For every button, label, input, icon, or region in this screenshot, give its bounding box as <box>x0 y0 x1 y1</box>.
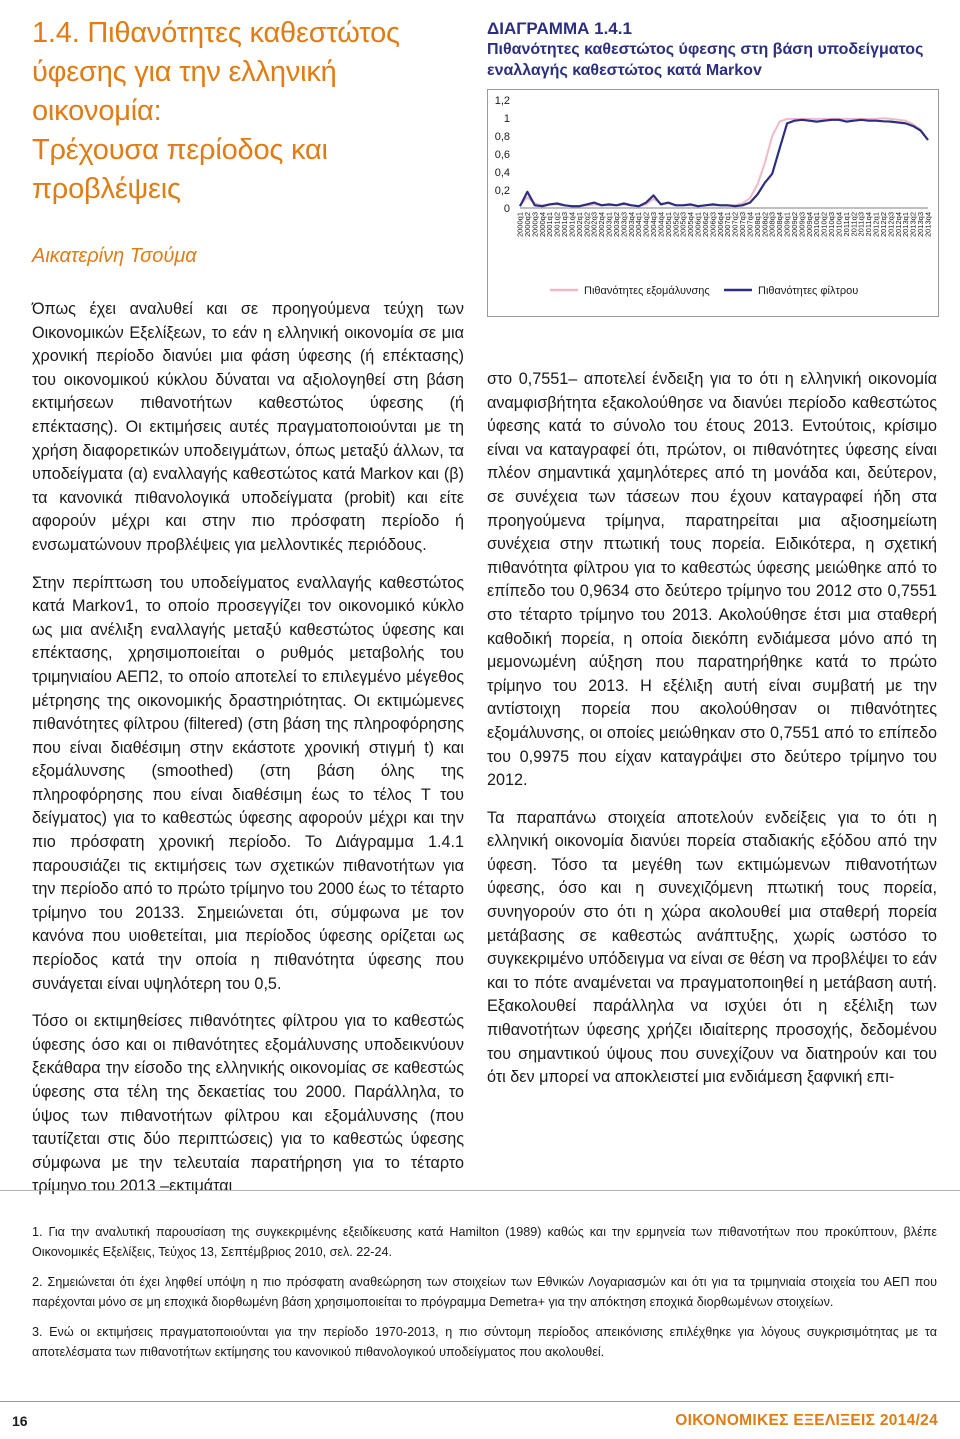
journal-name: ΟΙΚΟΝΟΜΙΚΕΣ ΕΞΕΛΙΞΕΙΣ 2014/24 <box>675 1412 938 1429</box>
footer-divider <box>0 1401 960 1402</box>
y-tick-label: 0 <box>503 203 510 215</box>
y-tick-label: 1 <box>503 113 510 125</box>
y-tick-label: 0,8 <box>494 131 510 143</box>
x-tick-label: 2009q1 <box>782 212 792 238</box>
x-tick-label: 2000q3 <box>530 212 540 238</box>
x-tick-label: 2013q2 <box>908 212 918 238</box>
body-paragraph: Στην περίπτωση του υποδείγματος εναλλαγής καθεστώτος κατά Markov1, το οποίο προσεγγίζει τον οικονομικό κύκλο ως μια ανέλιξη εναλλαγής μεταξύ καθεστώτος ύφεσης και επέκτασης, χρησιμοποιείται ο ρυθμός μεταβολής του τριμηνιαίου ΑΕΠ2, το οποίο αποτελεί το επιλεγμένο μέγεθος μέτρησης της οικονομικής δραστηριότητας. Οι εκτιμώμενες πιθανότητες φίλτρου (filtered) (στη βάση της πληροφόρησης που είναι διαθέσιμη στην εκάστοτε χρονική στιγμή t) και εξομάλυνσης (smoothed) (στη βάση όλης της πληροφόρησης που είναι διαθέσιμη έως το τέλος T του δείγματος) για το καθεστώς ύφεσης αφορούν μέχρι και την πιο πρόσφατη χρονική περίοδο. Το Διάγραμμα 1.4.1 παρουσιάζει τις εκτιμήσεις των σχετικών πιθανοτήτων για την περίοδο από το πρώτο τρίμηνο του 2000 έως το τέταρτο τρίμηνο του 20133. Σημειώνεται ότι, σύμφωνα με τον κανόνα που υιοθετείται, μια περίοδος ύφεσης ορίζεται ως περίοδος κατά την οποία η πιθανότητα ύφεσης που συνάγεται είναι υψηλότερη του 0,5. <box>32 573 464 993</box>
x-tick-label: 2003q2 <box>611 212 621 238</box>
series-line <box>520 118 928 206</box>
x-tick-label: 2005q4 <box>686 212 696 238</box>
legend-label: Πιθανότητες εξομάλυνσης <box>584 285 710 297</box>
x-tick-label: 2005q2 <box>671 212 681 238</box>
x-tick-label: 2006q4 <box>715 212 725 238</box>
x-tick-label: 2002q2 <box>582 212 592 238</box>
x-tick-label: 2001q4 <box>567 212 577 238</box>
author-name: Αικατερίνη Τσούμα <box>32 245 197 267</box>
body-paragraph: Τα παραπάνω στοιχεία αποτελούν ενδείξεις για το ότι η ελληνική οικονομία διανύει πορεία σταδιακής εξόδου από την ύφεση. Τόσο τα μεγέθη των εκτιμώμενων πιθανοτήτων ύφεσης, όσο και η συνεχιζόμενη πτωτική τους πορεία, συνηγορούν στο ότι η χώρα ακολουθεί μια σταθερή πορεία μετάβασης σε καθεστώς ανάπτυξης, χωρίς ωστόσο το συγκεκριμένο υπόδειγμα να είναι σε θέση να προβλέψει το εάν και το πότε αναμένεται να πραγματοποιηθεί η μετάβαση αυτή. Εξακολουθεί παράλληλα να ισχύει ότι η εξέλιξη των πιθανοτήτων ύφεσης χρήζει ιδιαίτερης προσοχής, δεδομένου του σημαντικού ύψους που συνεχίζουν να διατηρούν και του ότι δεν μπορεί να αποκλειστεί μια ενδιάμεση ξαφνική επι- <box>487 808 937 1087</box>
page-number: 16 <box>12 1413 28 1429</box>
x-tick-label: 2005q3 <box>678 212 688 238</box>
x-tick-label: 2012q2 <box>878 212 888 238</box>
x-tick-label: 2001q2 <box>552 212 562 238</box>
x-tick-label: 2012q3 <box>886 212 896 238</box>
x-tick-label: 2010q2 <box>819 212 829 238</box>
x-tick-label: 2002q1 <box>574 212 584 238</box>
x-tick-label: 2011q3 <box>856 212 866 237</box>
body-paragraph: Όπως έχει αναλυθεί και σε προηγούμενα τεύχη των Οικονομικών Εξελίξεων, το εάν η ελληνική οικονομία σε μια χρονική περίοδο διανύει μια φάση ύφεσης (ή επέκτασης) του οικονομικού κύκλου δύναται να αξιολογηθεί στη βάση εκτιμήσεων πιθανοτήτων καθεστώτος ύφεσης (ή επέκτασης). Οι εκτιμήσεις αυτές πραγματοποιούνται με τη χρήση διαφορετικών υποδειγμάτων, όπως μεταξύ άλλων, τα υποδείγματα (α) εναλλαγής καθεστώτος κατά Markov και (β) τα κανονικά πιθανολογικά υποδείγματα (probit) και είτε αφορούν μέχρι και στην πιο πρόσφατη περίοδο ή ενσωματώνουν προβλέψεις για μελλοντικές περιόδους. <box>32 300 464 554</box>
x-tick-label: 2004q3 <box>649 212 659 238</box>
x-tick-label: 2000q1 <box>515 212 525 238</box>
x-tick-label: 2006q1 <box>693 212 703 238</box>
footnotes <box>32 1222 937 1372</box>
footnote: 2. Σημειώνεται ότι έχει ληφθεί υπόψη η πιο πρόσφατη αναθεώρηση των στοιχείων των Εθνικών Λογαριασμών και ότι για τα τριμηνιαία στοιχεία του ΑΕΠ που παρέχονται μόνο σε μη εποχικά διορθωμένη βάση χρησιμοποιείται το πρόγραμμα Demetra+ για την απόκτηση εποχικά διορθωμένων στοιχείων. <box>32 1275 937 1309</box>
chart-frame <box>487 89 939 317</box>
chart-title: Πιθανότητες καθεστώτος ύφεσης στη βάση υποδείγματος εναλλαγής καθεστώτος κατά Markov <box>487 41 924 79</box>
x-tick-label: 2009q4 <box>804 212 814 238</box>
left-column <box>32 14 464 1213</box>
x-tick-label: 2003q1 <box>604 212 614 238</box>
footnote: 3. Ενώ οι εκτιμήσεις πραγματοποιούνται για την περίοδο 1970-2013, η πιο σύντομη περίοδος απεικόνισης επιλέχθηκε για λόγους συγκρισιμότητας με τα αποτελέσματα των πιθανοτήτων εκτίμησης του κανονικού πιθανολογικού υποδείγματος που ακολουθεί. <box>32 1325 937 1359</box>
body-paragraph: Τόσο οι εκτιμηθείσες πιθανότητες φίλτρου για το καθεστώς ύφεσης όσο και οι πιθανότητες εξομάλυνσης υποδεικνύουν ξεκάθαρα την είσοδο της ελληνικής οικονομίας σε καθεστώς ύφεσης στα τέλη της δεκαετίας του 2000. Παράλληλα, το ύψος των πιθανοτήτων φίλτρου και εξομάλυνσης (που ταυτίζεται στις δύο περιπτώσεις) για το καθεστώς ύφεσης σύμφωνα με την τελευταία παρατήρηση για το τέταρτο τρίμηνο του 2013 –εκτιμάται <box>32 1012 464 1196</box>
x-tick-label: 2007q4 <box>745 212 755 238</box>
x-tick-label: 2003q3 <box>619 212 629 238</box>
title-line: Τρέχουσα περίοδος και προβλέψεις <box>32 134 328 205</box>
line-chart <box>488 90 938 316</box>
x-tick-label: 2011q1 <box>841 212 851 237</box>
y-tick-label: 1,2 <box>494 95 510 107</box>
footnote: 1. Για την αναλυτική παρουσίαση της συγκεκριμένης εξειδίκευσης κατά Hamilton (1989) καθώς και την ερμηνεία των πιθανοτήτων που προκύπτουν, βλέπε Οικονομικές Εξελίξεις, Τεύχος 13, Σεπτέμβριος 2010, σελ. 22-24. <box>32 1225 937 1259</box>
x-tick-label: 2003q4 <box>626 212 636 238</box>
article-title <box>32 14 464 209</box>
x-tick-label: 2013q1 <box>901 212 911 238</box>
x-tick-label: 2000q2 <box>522 212 532 238</box>
x-tick-label: 2007q1 <box>723 212 733 238</box>
legend-label: Πιθανότητες φίλτρου <box>758 285 859 297</box>
x-tick-label: 2008q1 <box>752 212 762 238</box>
y-tick-label: 0,4 <box>494 167 510 179</box>
x-tick-label: 2007q3 <box>738 212 748 238</box>
x-tick-label: 2002q4 <box>597 212 607 238</box>
footnote-divider <box>0 1190 960 1191</box>
x-tick-label: 2010q1 <box>812 212 822 238</box>
x-tick-label: 2010q3 <box>827 212 837 238</box>
x-tick-label: 2007q2 <box>730 212 740 238</box>
x-tick-label: 2011q2 <box>849 212 859 237</box>
x-tick-label: 2000q4 <box>537 212 547 238</box>
x-tick-label: 2009q3 <box>797 212 807 238</box>
x-tick-label: 2009q2 <box>789 212 799 238</box>
x-tick-label: 2004q2 <box>641 212 651 238</box>
x-tick-label: 2004q4 <box>656 212 666 238</box>
body-paragraph: στο 0,7551– αποτελεί ένδειξη για το ότι η ελληνική οικονομία αναμφισβήτητα εξακολούθησε να διανύει περίοδο καθεστώτος ύφεσης κατά το σύνολο του έτους 2013. Εντούτοις, κρίσιμο είναι να καταγραφεί ότι, πρώτον, οι πιθανότητες ύφεσης είναι πλέον σημαντικά χαμηλότερες από τη μονάδα και, δεύτερον, σε συνέχεια των τάσεων που έχουν καταγραφεί ήδη στα προηγούμενα τρίμηνα, παρατηρείται μια αξιοσημείωτη συνέχεια στην πτωτική τους πορεία. Ειδικότερα, η σχετική πιθανότητα φίλτρου για το καθεστώς ύφεσης μειώθηκε από το επίπεδο του 0,9634 στο δεύτερο τρίμηνο του 2012 στο 0,7551 στο τέταρτο τρίμηνο του 2013. Ακολούθησε έτσι μια σταθερή καθοδική πορεία, η οποία διεκόπη ενδιάμεσα μόνο από τη μεμονωμένη αύξηση που παρατηρήθηκε κατά το πρώτο τρίμηνο του 2013. Η εξέλιξη αυτή είναι συμβατή με την αντίστοιχη πορεία που ακολούθησαν οι πιθανότητες εξομάλυνσης, οι οποίες μειώθηκαν στο 0,7551 από το επίπεδο του 0,9975 που είχαν καταγράψει στο δεύτερο τρίμηνο του 2012. <box>487 370 937 790</box>
x-tick-label: 2006q2 <box>700 212 710 238</box>
x-tick-label: 2005q1 <box>663 212 673 238</box>
x-tick-label: 2013q4 <box>923 212 933 238</box>
series-line <box>520 120 928 206</box>
chart-heading: ΔΙΑΓΡΑΜΜΑ 1.4.1 <box>487 19 632 38</box>
x-tick-label: 2012q4 <box>893 212 903 238</box>
x-tick-label: 2011q4 <box>864 212 874 237</box>
x-tick-label: 2008q2 <box>760 212 770 238</box>
x-tick-label: 2008q4 <box>775 212 785 238</box>
x-tick-label: 2001q3 <box>560 212 570 238</box>
chart-section <box>487 18 937 317</box>
right-column-text <box>487 368 937 1104</box>
x-tick-label: 2002q3 <box>589 212 599 238</box>
x-tick-label: 2008q3 <box>767 212 777 238</box>
x-tick-label: 2001q1 <box>545 212 555 238</box>
x-tick-label: 2013q3 <box>916 212 926 238</box>
x-tick-label: 2010q4 <box>834 212 844 238</box>
x-tick-label: 2006q3 <box>708 212 718 238</box>
x-tick-label: 2012q1 <box>871 212 881 238</box>
y-tick-label: 0,6 <box>494 149 510 161</box>
title-line: 1.4. Πιθανότητες καθεστώτος <box>32 17 400 49</box>
y-tick-label: 0,2 <box>494 185 510 197</box>
title-line: ύφεσης για την ελληνική οικονομία: <box>32 56 337 127</box>
x-tick-label: 2004q1 <box>634 212 644 238</box>
